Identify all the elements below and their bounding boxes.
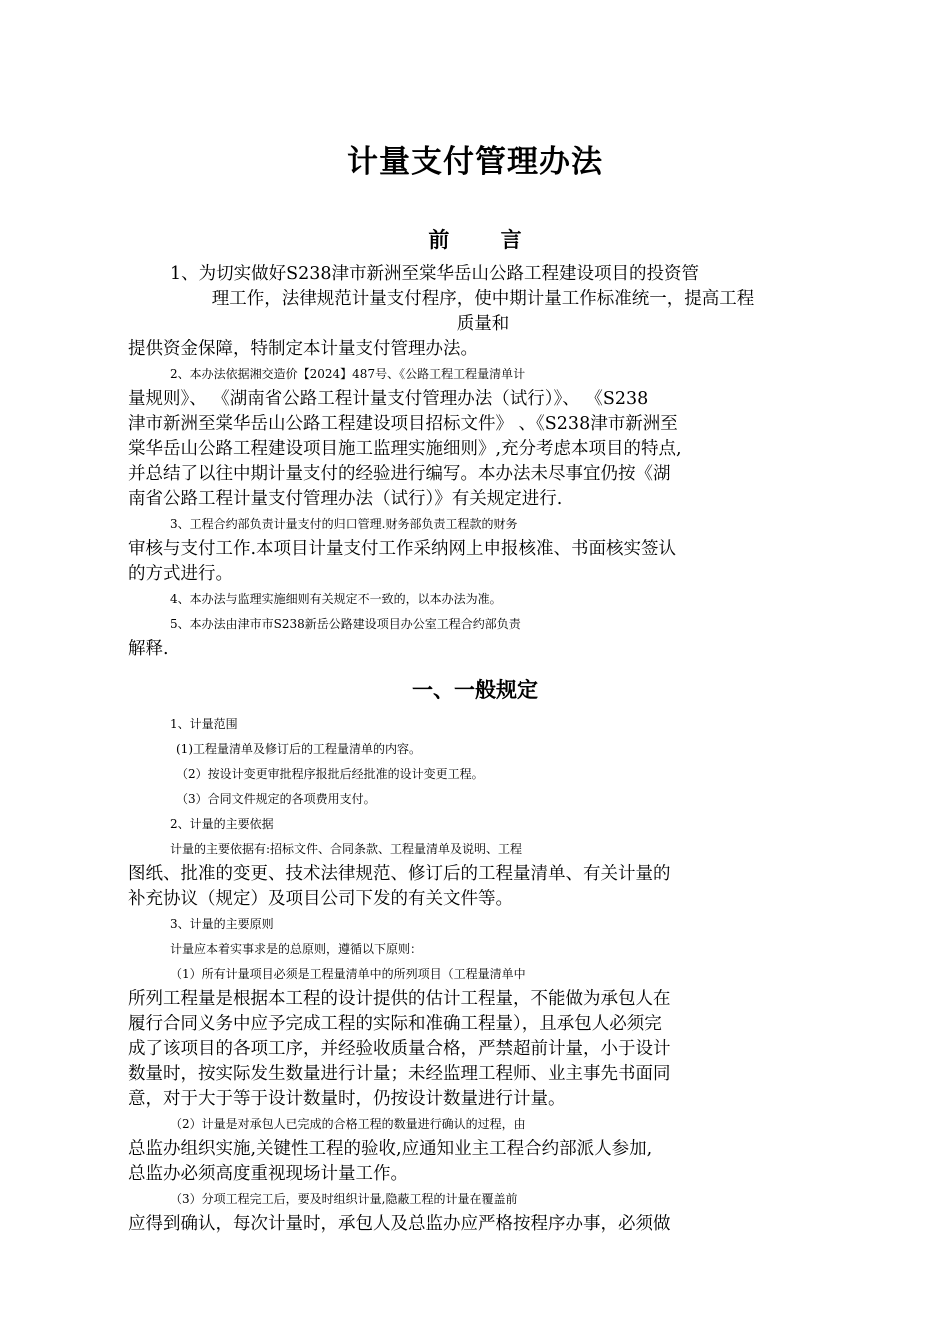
paragraph-line: 棠华岳山公路工程建设项目施工监理实施细则》,充分考虑本项目的特点, <box>128 439 682 459</box>
paragraph-line: 津市新洲至棠华岳山公路工程建设项目招标文件》 、《S238津市新洲至 <box>128 414 678 434</box>
paragraph-line: 图纸、批准的变更、技术法律规范、修订后的工程量清单、有关计量的 <box>128 864 671 884</box>
paragraph-line: （3）合同文件规定的各项费用支付。 <box>176 792 376 806</box>
paragraph-line: 质量和 <box>456 314 510 334</box>
paragraph-line: 3、工程合约部负责计量支付的归口管理.财务部负责工程款的财务 <box>170 517 518 531</box>
paragraph-line: (1)工程量清单及修订后的工程量清单的内容。 <box>176 742 421 756</box>
paragraph-line: 1、为切实做好S238津市新洲至棠华岳山公路工程建设项目的投资管 <box>170 264 700 284</box>
paragraph-line: 2、计量的主要依据 <box>170 817 274 831</box>
paragraph-line: 并总结了以往中期计量支付的经验进行编写。本办法未尽事宜仍按《湖 <box>128 464 671 484</box>
paragraph-line: 1、计量范围 <box>170 717 238 731</box>
paragraph-line: 3、计量的主要原则 <box>170 917 274 931</box>
paragraph-line: 总监办必须高度重视现场计量工作。 <box>128 1164 408 1184</box>
paragraph-line: 履行合同义务中应予完成工程的实际和准确工程量），且承包人必须完 <box>128 1014 662 1034</box>
paragraph-line: 提供资金保障，特制定本计量支付管理办法。 <box>128 339 478 359</box>
paragraph-line: 审核与支付工作.本项目计量支付工作采纳网上申报核准、书面核实签认 <box>128 539 677 559</box>
paragraph-line: （2）按设计变更审批程序报批后经批准的设计变更工程。 <box>176 767 484 781</box>
paragraph-line: 4、本办法与监理实施细则有关规定不一致的，以本办法为准。 <box>170 592 502 606</box>
paragraph-line: 5、本办法由津市市S238新岳公路建设项目办公室工程合约部负责 <box>170 617 521 631</box>
paragraph-line: 计量的主要依据有:招标文件、合同条款、工程量清单及说明、工程 <box>170 842 523 856</box>
paragraph-line: 数量时，按实际发生数量进行计量；未经监理工程师、业主事先书面同 <box>128 1064 671 1084</box>
paragraph-line: 2、本办法依据湘交造价【2024】487号、《公路工程工程量清单计 <box>170 367 526 381</box>
paragraph-line: 理工作，法律规范计量支付程序，使中期计量工作标准统一，提高工程 <box>211 289 755 309</box>
paragraph-line: 量规则》、 《湖南省公路工程计量支付管理办法（试行）》、 《S238 <box>128 389 649 409</box>
paragraph-line: 解释. <box>128 639 169 659</box>
paragraph-line: 应得到确认，每次计量时，承包人及总监办应严格按程序办事，必须做 <box>128 1214 671 1234</box>
paragraph-line: （1）所有计量项目必须是工程量清单中的所列项目（工程量清单中 <box>170 967 526 981</box>
paragraph-line: 补充协议（规定）及项目公司下发的有关文件等。 <box>128 889 513 909</box>
paragraph-line: （2）计量是对承包人已完成的合格工程的数量进行确认的过程，由 <box>170 1117 526 1131</box>
paragraph-line: 南省公路工程计量支付管理办法（试行）》有关规定进行. <box>128 489 563 509</box>
paragraph-line: 计量应本着实事求是的总原则，遵循以下原则： <box>170 942 423 956</box>
paragraph-line: 总监办组织实施,关键性工程的验收,应通知业主工程合约部派人参加, <box>128 1139 653 1159</box>
document-title: 计量支付管理办法 <box>347 144 603 180</box>
paragraph-line: （3）分项工程完工后，要及时组织计量,隐蔽工程的计量在覆盖前 <box>170 1192 518 1206</box>
preface-heading: 前 言 <box>428 228 544 252</box>
paragraph-line: 意，对于大于等于设计数量时，仍按设计数量进行计量。 <box>128 1089 566 1109</box>
paragraph-line: 成了该项目的各项工序，并经验收质量合格，严禁超前计量，小于设计 <box>128 1039 671 1059</box>
section-heading: 一、一般规定 <box>412 678 538 702</box>
paragraph-line: 的方式进行。 <box>128 564 233 584</box>
paragraph-line: 所列工程量是根据本工程的设计提供的估计工程量，不能做为承包人在 <box>128 989 671 1009</box>
